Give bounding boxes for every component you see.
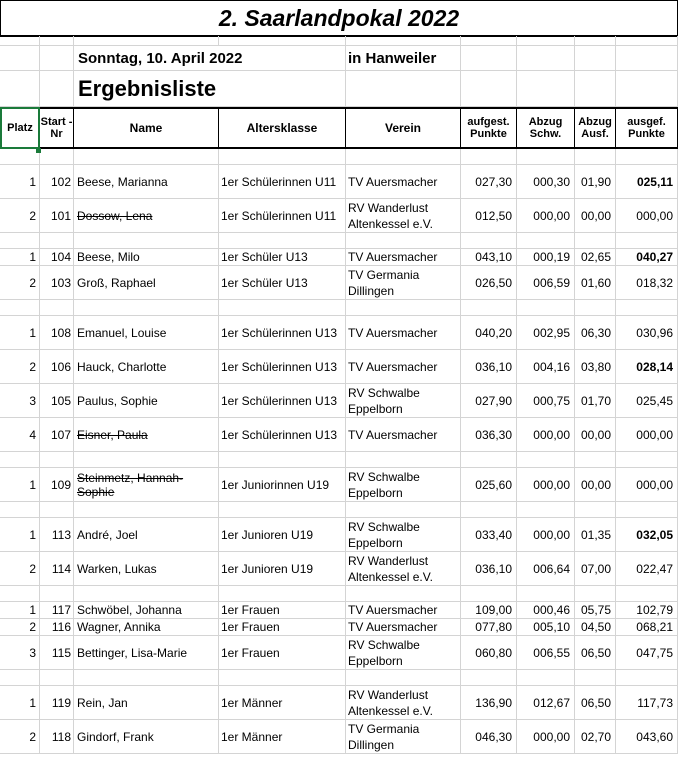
cell-altersklasse[interactable]: 1er Schüler U13 bbox=[219, 266, 346, 300]
cell-ausgef-punkte[interactable]: 047,75 bbox=[616, 636, 678, 670]
cell-platz[interactable]: 3 bbox=[0, 384, 40, 418]
header-aufgest[interactable]: aufgest. Punkte bbox=[461, 107, 517, 149]
cell-platz[interactable]: 2 bbox=[0, 552, 40, 586]
cell-abzug-ausf[interactable]: 01,70 bbox=[575, 384, 616, 418]
spacer-row bbox=[0, 300, 678, 316]
empty-cell[interactable] bbox=[616, 452, 678, 468]
empty-cell[interactable] bbox=[74, 300, 219, 316]
cell-start-nr[interactable]: 105 bbox=[40, 384, 74, 418]
cell-abzug-schw[interactable]: 000,00 bbox=[517, 418, 575, 452]
cell-abzug-ausf[interactable]: 02,70 bbox=[575, 720, 616, 754]
header-verein[interactable]: Verein bbox=[346, 107, 461, 149]
cell-ausgef-punkte[interactable]: 025,11 bbox=[616, 165, 678, 199]
spacer-row bbox=[0, 502, 678, 518]
cell-name[interactable]: Warken, Lukas bbox=[74, 552, 219, 586]
info-row bbox=[0, 46, 678, 71]
spacer-row bbox=[0, 670, 678, 686]
cell-start-nr[interactable]: 101 bbox=[40, 199, 74, 233]
empty-cell[interactable] bbox=[461, 670, 517, 686]
empty-cell[interactable] bbox=[40, 149, 74, 165]
cell-ausgef-punkte[interactable]: 030,96 bbox=[616, 316, 678, 350]
cell-abzug-ausf[interactable]: 01,35 bbox=[575, 518, 616, 552]
empty-cell[interactable] bbox=[461, 233, 517, 249]
empty-cell[interactable] bbox=[616, 502, 678, 518]
empty-cell[interactable] bbox=[40, 233, 74, 249]
empty-cell[interactable] bbox=[575, 670, 616, 686]
empty-cell[interactable] bbox=[346, 233, 461, 249]
cell-abzug-ausf[interactable]: 06,50 bbox=[575, 636, 616, 670]
cell-abzug-schw[interactable]: 002,95 bbox=[517, 316, 575, 350]
cell-abzug-schw[interactable]: 000,19 bbox=[517, 249, 575, 266]
empty-cell[interactable] bbox=[219, 586, 346, 602]
cell-altersklasse[interactable]: 1er Junioren U19 bbox=[219, 518, 346, 552]
cell-altersklasse[interactable]: 1er Schülerinnen U13 bbox=[219, 384, 346, 418]
cell-aufgest-punkte[interactable]: 027,30 bbox=[461, 165, 517, 199]
cell-aufgest-punkte[interactable]: 136,90 bbox=[461, 686, 517, 720]
cell-verein[interactable]: RV Wanderlust Altenkessel e.V. bbox=[346, 686, 461, 720]
cell-start-nr[interactable]: 109 bbox=[40, 468, 74, 502]
cell-name[interactable]: Hauck, Charlotte bbox=[74, 350, 219, 384]
empty-cell[interactable] bbox=[346, 670, 461, 686]
cell-aufgest-punkte[interactable]: 043,10 bbox=[461, 249, 517, 266]
cell-abzug-schw[interactable]: 000,46 bbox=[517, 602, 575, 619]
cell-verein[interactable]: TV Germania Dillingen bbox=[346, 266, 461, 300]
cell-name[interactable]: Emanuel, Louise bbox=[74, 316, 219, 350]
empty-cell[interactable] bbox=[0, 233, 40, 249]
cell-abzug-schw[interactable]: 000,00 bbox=[517, 720, 575, 754]
cell-ausgef-punkte[interactable]: 022,47 bbox=[616, 552, 678, 586]
empty-cell[interactable] bbox=[346, 300, 461, 316]
cell-start-nr[interactable]: 108 bbox=[40, 316, 74, 350]
header-altersklasse[interactable]: Altersklasse bbox=[219, 107, 346, 149]
empty-cell[interactable] bbox=[219, 233, 346, 249]
empty-cell[interactable] bbox=[346, 586, 461, 602]
cell-aufgest-punkte[interactable]: 036,10 bbox=[461, 552, 517, 586]
cell-platz[interactable]: 2 bbox=[0, 199, 40, 233]
cell-ausgef-punkte[interactable]: 068,21 bbox=[616, 619, 678, 636]
empty-cell[interactable] bbox=[0, 670, 40, 686]
cell-name[interactable]: Eisner, Paula bbox=[74, 418, 219, 452]
cell-ausgef-punkte[interactable]: 043,60 bbox=[616, 720, 678, 754]
empty-cell[interactable] bbox=[219, 670, 346, 686]
cell-verein[interactable]: RV Schwalbe Eppelborn bbox=[346, 518, 461, 552]
header-abzug-ausf[interactable]: Abzug Ausf. bbox=[575, 107, 616, 149]
empty-cell[interactable] bbox=[616, 300, 678, 316]
table-row bbox=[0, 316, 678, 350]
cell-ausgef-punkte[interactable]: 000,00 bbox=[616, 418, 678, 452]
cell-start-nr[interactable]: 102 bbox=[40, 165, 74, 199]
empty-cell[interactable] bbox=[219, 452, 346, 468]
empty-cell[interactable] bbox=[219, 300, 346, 316]
cell-altersklasse[interactable]: 1er Frauen bbox=[219, 602, 346, 619]
cell-start-nr[interactable]: 114 bbox=[40, 552, 74, 586]
cell-name[interactable]: Paulus, Sophie bbox=[74, 384, 219, 418]
empty-cell[interactable] bbox=[616, 149, 678, 165]
cell-start-nr[interactable]: 103 bbox=[40, 266, 74, 300]
empty-cell[interactable] bbox=[40, 300, 74, 316]
empty-cell[interactable] bbox=[575, 586, 616, 602]
cell-abzug-ausf[interactable]: 01,90 bbox=[575, 165, 616, 199]
empty-cell[interactable] bbox=[74, 502, 219, 518]
cell-abzug-ausf[interactable]: 06,50 bbox=[575, 686, 616, 720]
cell-altersklasse[interactable]: 1er Schülerinnen U11 bbox=[219, 165, 346, 199]
cell-aufgest-punkte[interactable]: 040,20 bbox=[461, 316, 517, 350]
header-ausgef[interactable]: ausgef. Punkte bbox=[616, 107, 678, 149]
empty-cell[interactable] bbox=[346, 502, 461, 518]
cell-platz[interactable]: 2 bbox=[0, 619, 40, 636]
empty-cell[interactable] bbox=[517, 149, 575, 165]
cell-aufgest-punkte[interactable]: 046,30 bbox=[461, 720, 517, 754]
empty-cell[interactable] bbox=[0, 300, 40, 316]
cell-abzug-schw[interactable]: 012,67 bbox=[517, 686, 575, 720]
cell-abzug-schw[interactable]: 006,59 bbox=[517, 266, 575, 300]
table-row bbox=[0, 686, 678, 720]
cell-verein[interactable]: TV Auersmacher bbox=[346, 619, 461, 636]
sheet-title[interactable]: 2. Saarlandpokal 2022 bbox=[0, 0, 678, 37]
cell-ausgef-punkte[interactable]: 018,32 bbox=[616, 266, 678, 300]
empty-cell[interactable] bbox=[461, 452, 517, 468]
cell-abzug-schw[interactable]: 006,64 bbox=[517, 552, 575, 586]
cell-platz[interactable]: 1 bbox=[0, 165, 40, 199]
cell-start-nr[interactable]: 106 bbox=[40, 350, 74, 384]
cell-verein[interactable]: RV Wanderlust Altenkessel e.V. bbox=[346, 552, 461, 586]
cell-abzug-schw[interactable]: 000,00 bbox=[517, 199, 575, 233]
table-row bbox=[0, 720, 678, 754]
cell-name[interactable]: Steinmetz, Hannah-Sophie bbox=[74, 468, 219, 502]
cell-verein[interactable]: RV Wanderlust Altenkessel e.V. bbox=[346, 199, 461, 233]
cell-start-nr[interactable]: 119 bbox=[40, 686, 74, 720]
cell-name[interactable]: Bettinger, Lisa-Marie bbox=[74, 636, 219, 670]
empty-cell[interactable] bbox=[575, 233, 616, 249]
cell-verein[interactable]: TV Germania Dillingen bbox=[346, 720, 461, 754]
empty-cell[interactable] bbox=[40, 586, 74, 602]
table-row bbox=[0, 199, 678, 233]
cell-start-nr[interactable]: 116 bbox=[40, 619, 74, 636]
header-row bbox=[0, 107, 678, 149]
empty-cell[interactable] bbox=[461, 502, 517, 518]
empty-cell[interactable] bbox=[616, 586, 678, 602]
empty-cell[interactable] bbox=[0, 586, 40, 602]
cell-aufgest-punkte[interactable]: 025,60 bbox=[461, 468, 517, 502]
cell-name[interactable]: Beese, Milo bbox=[74, 249, 219, 266]
cell-abzug-schw[interactable]: 000,00 bbox=[517, 468, 575, 502]
empty-cell[interactable] bbox=[346, 149, 461, 165]
cell-abzug-schw[interactable]: 000,30 bbox=[517, 165, 575, 199]
cell-altersklasse[interactable]: 1er Schülerinnen U11 bbox=[219, 199, 346, 233]
cell-start-nr[interactable]: 118 bbox=[40, 720, 74, 754]
empty-cell[interactable] bbox=[517, 300, 575, 316]
results-grid bbox=[0, 36, 678, 754]
cell-abzug-schw[interactable]: 000,00 bbox=[517, 518, 575, 552]
table-row bbox=[0, 165, 678, 199]
empty-cell[interactable] bbox=[517, 586, 575, 602]
cell-aufgest-punkte[interactable]: 036,30 bbox=[461, 418, 517, 452]
selection-fill-handle[interactable] bbox=[36, 148, 41, 153]
cell-ausgef-punkte[interactable]: 025,45 bbox=[616, 384, 678, 418]
result-rows bbox=[0, 149, 678, 754]
header-name[interactable]: Name bbox=[74, 107, 219, 149]
cell-ausgef-punkte[interactable]: 117,73 bbox=[616, 686, 678, 720]
empty-cell[interactable] bbox=[575, 502, 616, 518]
empty-cell[interactable] bbox=[0, 452, 40, 468]
empty-cell[interactable] bbox=[74, 452, 219, 468]
cell-verein[interactable]: TV Auersmacher bbox=[346, 316, 461, 350]
table-row bbox=[0, 249, 678, 266]
cell-abzug-ausf[interactable]: 02,65 bbox=[575, 249, 616, 266]
cell-altersklasse[interactable]: 1er Schülerinnen U13 bbox=[219, 350, 346, 384]
cell-verein[interactable]: TV Auersmacher bbox=[346, 249, 461, 266]
cell-altersklasse[interactable]: 1er Frauen bbox=[219, 619, 346, 636]
cell-platz[interactable]: 2 bbox=[0, 266, 40, 300]
cell-ausgef-punkte[interactable]: 000,00 bbox=[616, 199, 678, 233]
spacer-row bbox=[0, 36, 678, 46]
cell-platz[interactable]: 1 bbox=[0, 249, 40, 266]
cell-platz[interactable]: 1 bbox=[0, 602, 40, 619]
cell-platz[interactable]: 4 bbox=[0, 418, 40, 452]
cell-altersklasse[interactable]: 1er Juniorinnen U19 bbox=[219, 468, 346, 502]
cell-verein[interactable]: TV Auersmacher bbox=[346, 602, 461, 619]
cell-abzug-ausf[interactable]: 01,60 bbox=[575, 266, 616, 300]
cell-name[interactable]: Rein, Jan bbox=[74, 686, 219, 720]
table-row bbox=[0, 384, 678, 418]
cell-ausgef-punkte[interactable]: 032,05 bbox=[616, 518, 678, 552]
cell-verein[interactable]: TV Auersmacher bbox=[346, 165, 461, 199]
cell-platz[interactable]: 1 bbox=[0, 316, 40, 350]
cell-abzug-ausf[interactable]: 00,00 bbox=[575, 468, 616, 502]
list-title[interactable]: Ergebnisliste bbox=[74, 71, 346, 107]
cell-abzug-ausf[interactable]: 00,00 bbox=[575, 199, 616, 233]
cell-aufgest-punkte[interactable]: 027,90 bbox=[461, 384, 517, 418]
cell-ausgef-punkte[interactable]: 028,14 bbox=[616, 350, 678, 384]
empty-cell[interactable] bbox=[346, 452, 461, 468]
cell-aufgest-punkte[interactable]: 012,50 bbox=[461, 199, 517, 233]
cell-name[interactable]: Gindorf, Frank bbox=[74, 720, 219, 754]
header-abzug-schw[interactable]: Abzug Schw. bbox=[517, 107, 575, 149]
cell-abzug-ausf[interactable]: 04,50 bbox=[575, 619, 616, 636]
cell-start-nr[interactable]: 117 bbox=[40, 602, 74, 619]
cell-name[interactable]: Schwöbel, Johanna bbox=[74, 602, 219, 619]
cell-platz[interactable]: 1 bbox=[0, 518, 40, 552]
empty-cell[interactable] bbox=[40, 452, 74, 468]
header-platz[interactable]: Platz bbox=[0, 107, 40, 149]
cell-abzug-schw[interactable]: 005,10 bbox=[517, 619, 575, 636]
table-row bbox=[0, 619, 678, 636]
cell-ausgef-punkte[interactable]: 102,79 bbox=[616, 602, 678, 619]
cell-aufgest-punkte[interactable]: 109,00 bbox=[461, 602, 517, 619]
empty-cell[interactable] bbox=[616, 233, 678, 249]
cell-altersklasse[interactable]: 1er Männer bbox=[219, 686, 346, 720]
cell-altersklasse[interactable]: 1er Junioren U19 bbox=[219, 552, 346, 586]
cell-name[interactable]: Wagner, Annika bbox=[74, 619, 219, 636]
event-location[interactable]: in Hanweiler bbox=[346, 46, 461, 71]
cell-altersklasse[interactable]: 1er Schülerinnen U13 bbox=[219, 316, 346, 350]
empty-cell[interactable] bbox=[40, 670, 74, 686]
cell-start-nr[interactable]: 115 bbox=[40, 636, 74, 670]
table-row bbox=[0, 418, 678, 452]
cell-start-nr[interactable]: 107 bbox=[40, 418, 74, 452]
cell-aufgest-punkte[interactable]: 060,80 bbox=[461, 636, 517, 670]
cell-ausgef-punkte[interactable]: 000,00 bbox=[616, 468, 678, 502]
table-row bbox=[0, 552, 678, 586]
cell-abzug-schw[interactable]: 004,16 bbox=[517, 350, 575, 384]
cell-altersklasse[interactable]: 1er Schüler U13 bbox=[219, 249, 346, 266]
cell-abzug-ausf[interactable]: 05,75 bbox=[575, 602, 616, 619]
cell-platz[interactable]: 3 bbox=[0, 636, 40, 670]
spacer-row bbox=[0, 586, 678, 602]
header-start-nr[interactable]: Start -Nr bbox=[40, 107, 74, 149]
list-title-row bbox=[0, 71, 678, 107]
cell-platz[interactable]: 2 bbox=[0, 720, 40, 754]
cell-aufgest-punkte[interactable]: 026,50 bbox=[461, 266, 517, 300]
cell-abzug-ausf[interactable]: 07,00 bbox=[575, 552, 616, 586]
table-row bbox=[0, 266, 678, 300]
cell-aufgest-punkte[interactable]: 036,10 bbox=[461, 350, 517, 384]
cell-abzug-ausf[interactable]: 03,80 bbox=[575, 350, 616, 384]
empty-cell[interactable] bbox=[74, 149, 219, 165]
empty-cell[interactable] bbox=[575, 149, 616, 165]
empty-cell[interactable] bbox=[517, 502, 575, 518]
cell-platz[interactable]: 1 bbox=[0, 468, 40, 502]
empty-cell[interactable] bbox=[74, 233, 219, 249]
empty-cell[interactable] bbox=[575, 300, 616, 316]
empty-cell[interactable] bbox=[40, 502, 74, 518]
empty-cell[interactable] bbox=[74, 670, 219, 686]
cell-altersklasse[interactable]: 1er Frauen bbox=[219, 636, 346, 670]
empty-cell[interactable] bbox=[461, 149, 517, 165]
cell-altersklasse[interactable]: 1er Schülerinnen U13 bbox=[219, 418, 346, 452]
cell-aufgest-punkte[interactable]: 033,40 bbox=[461, 518, 517, 552]
cell-start-nr[interactable]: 104 bbox=[40, 249, 74, 266]
cell-start-nr[interactable]: 113 bbox=[40, 518, 74, 552]
empty-cell[interactable] bbox=[0, 502, 40, 518]
cell-verein[interactable]: TV Auersmacher bbox=[346, 418, 461, 452]
cell-abzug-schw[interactable]: 006,55 bbox=[517, 636, 575, 670]
cell-abzug-ausf[interactable]: 06,30 bbox=[575, 316, 616, 350]
empty-cell[interactable] bbox=[517, 233, 575, 249]
cell-abzug-schw[interactable]: 000,75 bbox=[517, 384, 575, 418]
cell-aufgest-punkte[interactable]: 077,80 bbox=[461, 619, 517, 636]
table-row bbox=[0, 636, 678, 670]
cell-verein[interactable]: RV Schwalbe Eppelborn bbox=[346, 468, 461, 502]
table-row bbox=[0, 518, 678, 552]
empty-cell[interactable] bbox=[219, 149, 346, 165]
empty-cell[interactable] bbox=[517, 670, 575, 686]
empty-cell[interactable] bbox=[575, 452, 616, 468]
empty-cell[interactable] bbox=[74, 586, 219, 602]
cell-platz[interactable]: 1 bbox=[0, 686, 40, 720]
cell-verein[interactable]: TV Auersmacher bbox=[346, 350, 461, 384]
cell-name[interactable]: André, Joel bbox=[74, 518, 219, 552]
cell-verein[interactable]: RV Schwalbe Eppelborn bbox=[346, 384, 461, 418]
cell-name[interactable]: Groß, Raphael bbox=[74, 266, 219, 300]
cell-name[interactable]: Dossow, Lena bbox=[74, 199, 219, 233]
spacer-row bbox=[0, 233, 678, 249]
empty-cell[interactable] bbox=[461, 300, 517, 316]
cell-name[interactable]: Beese, Marianna bbox=[74, 165, 219, 199]
cell-abzug-ausf[interactable]: 00,00 bbox=[575, 418, 616, 452]
empty-cell[interactable] bbox=[616, 670, 678, 686]
spacer-row bbox=[0, 149, 678, 165]
cell-ausgef-punkte[interactable]: 040,27 bbox=[616, 249, 678, 266]
empty-cell[interactable] bbox=[517, 452, 575, 468]
empty-cell[interactable] bbox=[461, 586, 517, 602]
cell-platz[interactable]: 2 bbox=[0, 350, 40, 384]
table-row bbox=[0, 602, 678, 619]
spacer-row bbox=[0, 452, 678, 468]
table-row bbox=[0, 350, 678, 384]
event-date[interactable]: Sonntag, 10. April 2022 bbox=[74, 46, 346, 71]
cell-verein[interactable]: RV Schwalbe Eppelborn bbox=[346, 636, 461, 670]
empty-cell[interactable] bbox=[219, 502, 346, 518]
table-row bbox=[0, 468, 678, 502]
cell-altersklasse[interactable]: 1er Männer bbox=[219, 720, 346, 754]
empty-cell[interactable] bbox=[0, 149, 40, 165]
